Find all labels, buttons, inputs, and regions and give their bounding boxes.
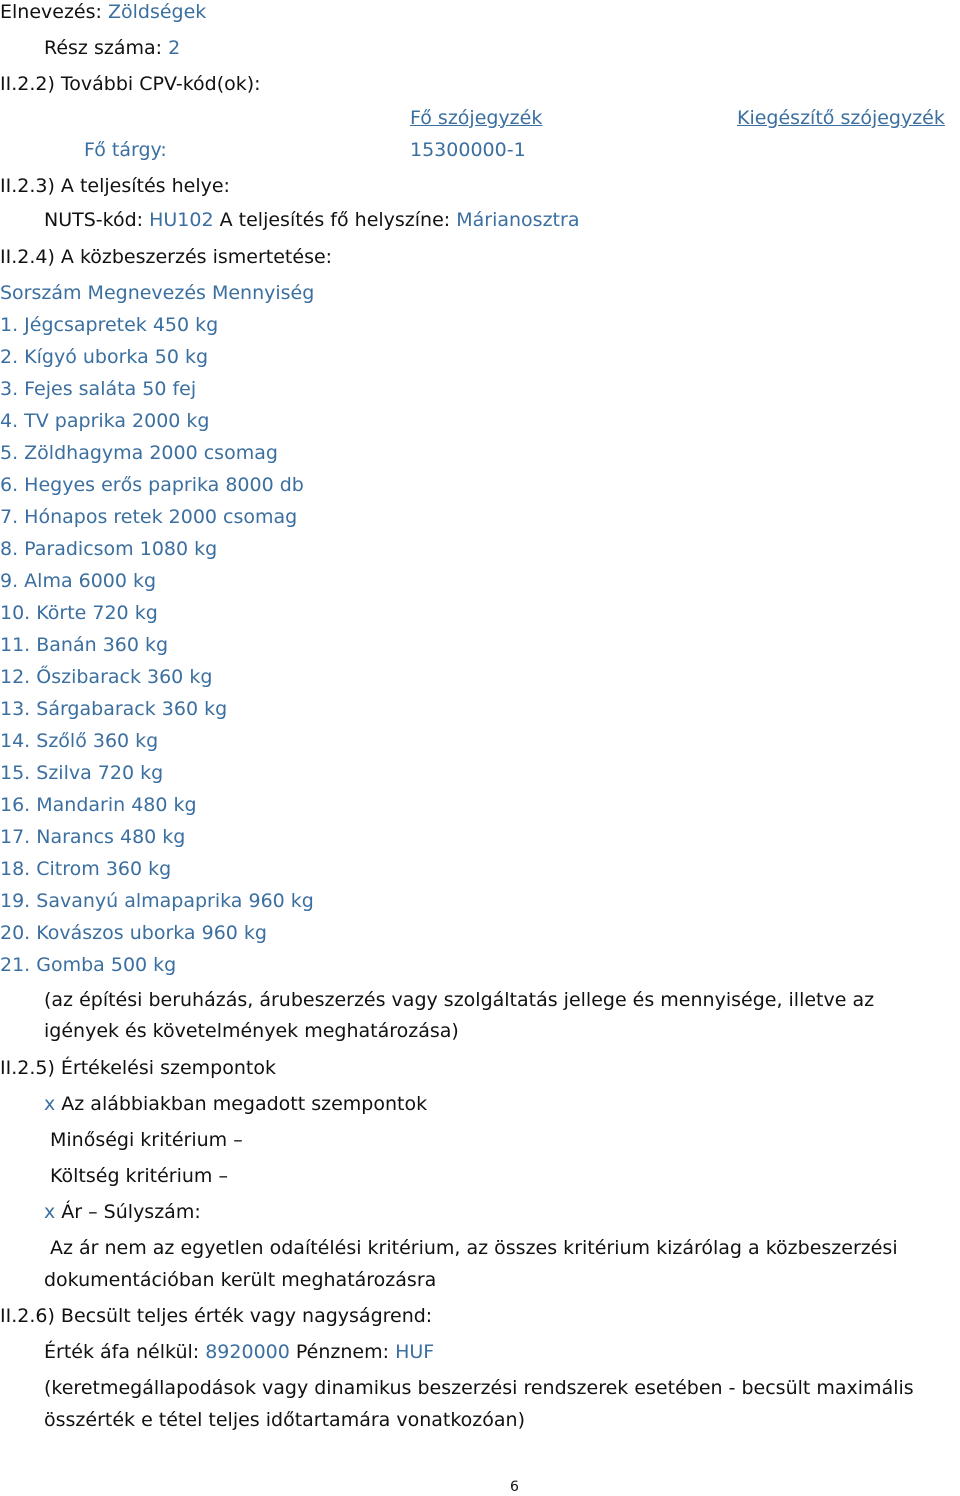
criteria-below-label: Az alábbiakban megadott szempontok <box>61 1093 428 1115</box>
main-site-label: A teljesítés fő helyszíne: <box>219 209 451 231</box>
list-item: 8. Paradicsom 1080 kg <box>0 538 218 560</box>
price-note-line2: dokumentációban került meghatározásra <box>44 1269 437 1291</box>
part-row <box>44 36 180 60</box>
description-note-line2: igények és követelmények meghatározása) <box>44 1020 459 1042</box>
list-item: 9. Alma 6000 kg <box>0 570 157 592</box>
list-item: 5. Zöldhagyma 2000 csomag <box>0 442 278 464</box>
description-note-line1: (az építési beruházás, árubeszerzés vagy szolgáltatás jellege és mennyisége, illetve az <box>44 989 875 1011</box>
main-object-code: 15300000-1 <box>410 139 526 161</box>
price-note-line1: Az ár nem az egyetlen odaítélési kritérium, az összes kritérium kizárólag a közbeszerzési <box>50 1237 898 1259</box>
list-item: 13. Sárgabarack 360 kg <box>0 698 228 720</box>
currency-value: HUF <box>395 1341 435 1363</box>
items-table-header: Sorszám Megnevezés Mennyiség <box>0 282 315 304</box>
list-item: 6. Hegyes erős paprika 8000 db <box>0 474 304 496</box>
currency-label: Pénznem: <box>295 1341 390 1363</box>
list-item: 4. TV paprika 2000 kg <box>0 410 210 432</box>
criteria-heading: II.2.5) Értékelési szempontok <box>0 1057 276 1079</box>
name-value: Zöldségek <box>107 1 207 23</box>
cpv-heading: II.2.2) További CPV-kód(ok): <box>0 73 261 95</box>
quality-criterion: Minőségi kritérium – <box>50 1129 243 1151</box>
value-note-line1: (keretmegállapodások vagy dinamikus beszerzési rendszerek esetében - becsült maximális <box>44 1377 914 1399</box>
list-item: 14. Szőlő 360 kg <box>0 730 159 752</box>
criteria-below-row <box>44 1092 427 1116</box>
page-number: 6 <box>510 1479 519 1495</box>
value-heading: II.2.6) Becsült teljes érték vagy nagyságrend: <box>0 1305 433 1327</box>
list-item: 10. Körte 720 kg <box>0 602 158 624</box>
list-item: 20. Kovászos uborka 960 kg <box>0 922 267 944</box>
list-item: 19. Savanyú almapaprika 960 kg <box>0 890 314 912</box>
value-note-line2: összérték e tétel teljes időtartamára vonatkozóan) <box>44 1409 525 1431</box>
cost-criterion: Költség kritérium – <box>50 1165 228 1187</box>
list-item: 15. Szilva 720 kg <box>0 762 164 784</box>
list-item: 3. Fejes saláta 50 fej <box>0 378 197 400</box>
list-item: 11. Banán 360 kg <box>0 634 169 656</box>
part-value: 2 <box>168 37 181 59</box>
list-item: 1. Jégcsapretek 450 kg <box>0 314 219 336</box>
price-row <box>44 1200 201 1224</box>
list-item: 17. Narancs 480 kg <box>0 826 186 848</box>
supp-vocab-header: Kiegészítő szójegyzék <box>737 107 945 129</box>
list-item: 12. Őszibarack 360 kg <box>0 666 213 688</box>
price-label: Ár – Súlyszám: <box>61 1201 201 1223</box>
place-row <box>44 208 579 232</box>
amount-label: Érték áfa nélkül: <box>44 1341 200 1363</box>
list-item: 2. Kígyó uborka 50 kg <box>0 346 209 368</box>
list-item: 18. Citrom 360 kg <box>0 858 172 880</box>
nuts-label: NUTS-kód: <box>44 209 144 231</box>
name-row <box>0 0 206 24</box>
list-item: 21. Gomba 500 kg <box>0 954 177 976</box>
main-object-label: Fő tárgy: <box>84 139 167 161</box>
main-vocab-header: Fő szójegyzék <box>410 107 543 129</box>
value-row <box>44 1340 434 1364</box>
amount-value: 8920000 <box>205 1341 290 1363</box>
description-heading: II.2.4) A közbeszerzés ismertetése: <box>0 246 333 268</box>
checkbox-mark: x <box>44 1093 56 1115</box>
nuts-value: HU102 <box>149 209 214 231</box>
list-item: 7. Hónapos retek 2000 csomag <box>0 506 298 528</box>
place-heading: II.2.3) A teljesítés helye: <box>0 175 230 197</box>
main-site-value: Márianosztra <box>456 209 580 231</box>
part-label: Rész száma: <box>44 37 163 59</box>
checkbox-mark: x <box>44 1201 56 1223</box>
name-label: Elnevezés: <box>0 1 102 23</box>
list-item: 16. Mandarin 480 kg <box>0 794 197 816</box>
